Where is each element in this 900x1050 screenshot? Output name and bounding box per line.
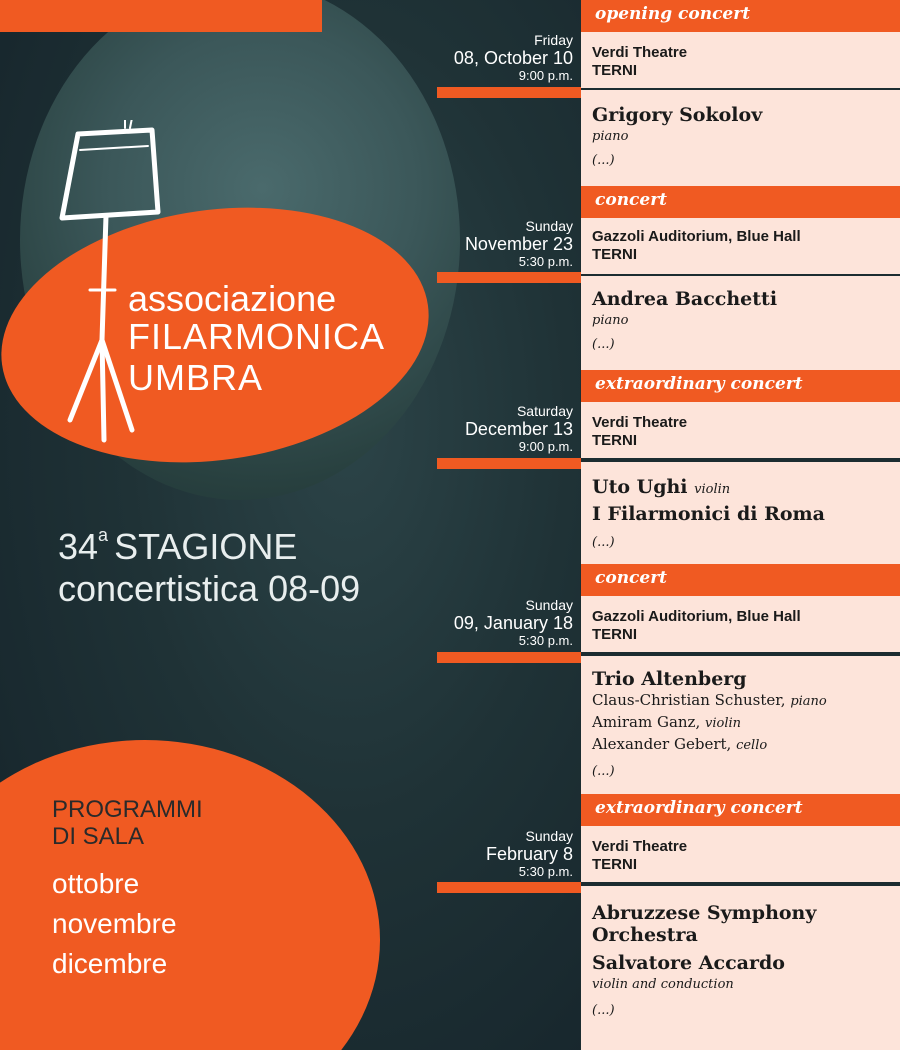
performer-line: Claus-Christian Schuster, piano [592, 691, 827, 709]
concert-date-2: Sunday November 23 5:30 p.m. [464, 218, 573, 269]
concert-details [581, 462, 900, 564]
concert-date-5: Sunday February 8 5:30 p.m. [485, 828, 573, 879]
association-line-2: FILARMONICA [128, 316, 386, 357]
programme-label-2: DI SALA [52, 823, 145, 850]
season-subtitle: concertistica 08-09 [58, 568, 361, 609]
concert-venue: Verdi Theatre TERNI [581, 402, 900, 458]
concert-type-header: concert [581, 186, 900, 218]
concert-date-4: Sunday 09, January 18 5:30 p.m. [453, 597, 573, 648]
performer-name: Salvatore Accardo [592, 952, 785, 974]
ensemble-name: I Filarmonici di Roma [592, 503, 825, 525]
concert-type-header: extraordinary concert [581, 794, 900, 826]
top-orange-bar [0, 0, 322, 32]
month-december: dicembre [52, 948, 168, 979]
month-november: novembre [52, 908, 177, 939]
more-ellipsis: (...) [592, 153, 615, 168]
more-ellipsis: (...) [592, 1003, 615, 1018]
performer-name: Andrea Bacchetti [592, 288, 778, 310]
programme-label-1: PROGRAMMI [52, 796, 203, 823]
concert-details [581, 886, 900, 1050]
season-title: 34$^a$ STAGIONE [58, 525, 298, 567]
performer-instrument: violin and conduction [592, 977, 734, 992]
concert-venue: Gazzoli Auditorium, Blue Hall TERNI [581, 218, 900, 274]
concert-date-3: Saturday December 13 9:00 p.m. [464, 403, 573, 454]
ensemble-name: Abruzzese Symphony Orchestra [592, 902, 817, 946]
association-line-3: UMBRA [128, 357, 264, 398]
ensemble-name: Trio Altenberg [592, 668, 747, 690]
concert-venue: Gazzoli Auditorium, Blue Hall TERNI [581, 596, 900, 652]
concert-details [581, 276, 900, 370]
concert-type-header: opening concert [581, 0, 900, 32]
concert-details [581, 90, 900, 186]
performer-instrument: piano [592, 313, 629, 328]
performer-line: Alexander Gebert, cello [592, 735, 768, 753]
performer-instrument: piano [592, 129, 629, 144]
association-line-1: associazione [128, 278, 337, 319]
performer-line: Amiram Ganz, violin [592, 713, 742, 731]
concert-details [581, 656, 900, 794]
more-ellipsis: (...) [592, 535, 615, 550]
concert-date-1: Friday 08, October 10 9:00 p.m. [453, 32, 573, 83]
performer-name: Uto Ughi violin [592, 476, 731, 498]
concert-venue: Verdi Theatre TERNI [581, 826, 900, 882]
concert-type-header: extraordinary concert [581, 370, 900, 402]
performer-name: Grigory Sokolov [592, 104, 763, 126]
concert-venue: Verdi Theatre TERNI [581, 32, 900, 88]
concert-listing [581, 0, 900, 1050]
more-ellipsis: (...) [592, 764, 615, 779]
concert-type-header: concert [581, 564, 900, 596]
month-october: ottobre [52, 868, 140, 899]
more-ellipsis: (...) [592, 337, 615, 352]
